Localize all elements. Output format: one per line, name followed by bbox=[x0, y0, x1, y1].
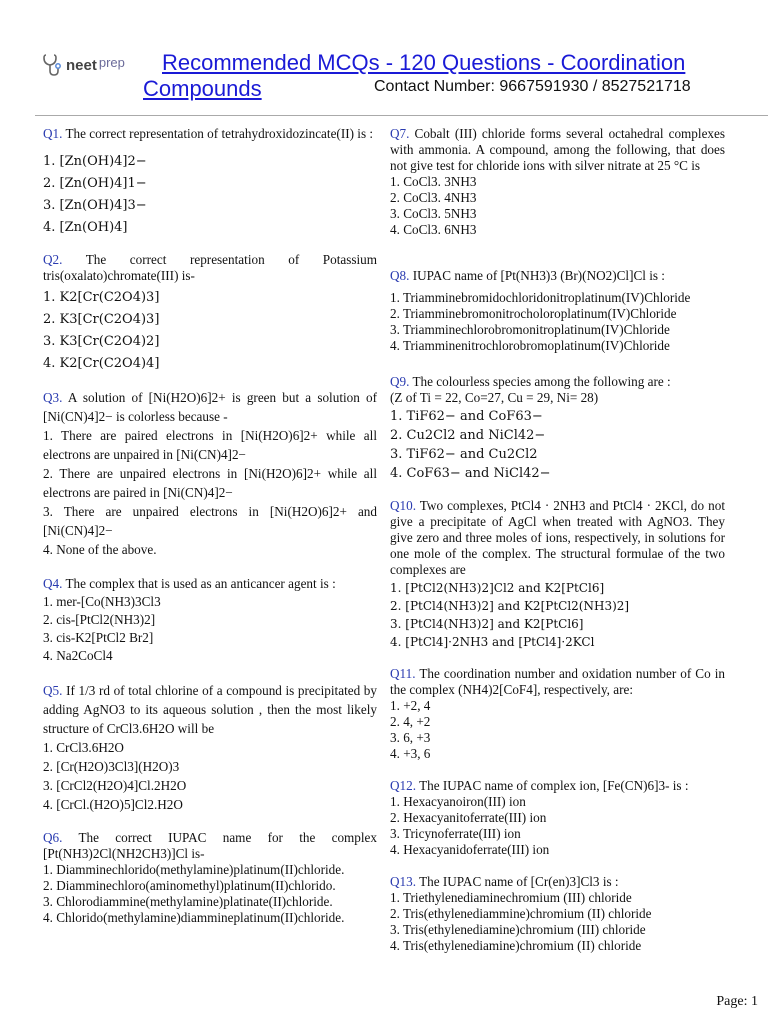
option-1: 1. Diamminechlorido(methylamine)platinum(II)chloride. bbox=[43, 862, 345, 877]
question-body: The correct representation of Potassium tris(oxalato)chromate(III) is- bbox=[43, 252, 377, 283]
question-body: IUPAC name of [Pt(NH3)3 (Br)(NO2)Cl]Cl is : bbox=[412, 268, 665, 283]
option-2: 2. CoCl3. 4NH3 bbox=[390, 190, 477, 205]
question-text bbox=[43, 126, 377, 142]
option-3: 3. Tricynoferrate(III) ion bbox=[390, 826, 521, 841]
left-column bbox=[43, 126, 377, 942]
question-text bbox=[43, 830, 377, 862]
option-4: 4. CoF63− and NiCl42− bbox=[390, 466, 551, 481]
question-body: Two complexes, PtCl4 · 2NH3 and PtCl4 · 2KCl, do not give a precipitate of AgCl when treated with AgNO3. They give zero and three moles of ions, respectively, in solutions for one mole of the complex. The structural formulae of the two complexes are bbox=[390, 498, 725, 577]
neetprep-logo[interactable] bbox=[42, 52, 125, 78]
option-1: 1. K2[Cr(C2O4)3] bbox=[43, 290, 160, 305]
question-body: Cobalt (III) chloride forms several octahedral complexes with ammonia. A compound, among the following, that does not give test for chloride ions with silver nitrate at 25 °C is bbox=[390, 126, 726, 173]
option-3: 3. 6, +3 bbox=[390, 730, 431, 745]
question-8 bbox=[390, 268, 725, 354]
page-number: Page: 1 bbox=[716, 994, 758, 1009]
question-number: Q1. bbox=[43, 126, 63, 141]
question-body: The IUPAC name of [Cr(en)3]Cl3 is : bbox=[419, 874, 619, 889]
header-divider bbox=[35, 115, 768, 116]
question-number: Q5. bbox=[43, 683, 63, 698]
question-body: The colourless species among the following are : bbox=[412, 374, 671, 389]
question-number: Q13. bbox=[390, 874, 417, 889]
option-1: 1. CrCl3.6H2O bbox=[43, 740, 124, 755]
page-title-line2[interactable]: Compounds bbox=[143, 76, 262, 101]
question-1 bbox=[43, 126, 377, 236]
option-1: 1. mer-[Co(NH3)3Cl3 bbox=[43, 594, 161, 609]
option-2: 2. Tris(ethylenediammine)chromium (II) chloride bbox=[390, 906, 652, 921]
option-1: 1. Triamminebromidochloridonitroplatinum(IV)Chloride bbox=[390, 290, 691, 305]
question-body: A solution of [Ni(H2O)6]2+ is green but a solution of [Ni(CN)4]2− is colorless because - bbox=[43, 390, 377, 424]
right-column bbox=[390, 126, 725, 970]
question-number: Q9. bbox=[390, 374, 410, 389]
question-body: If 1/3 rd of total chlorine of a compound is precipitated by adding AgNO3 to its aqueous solution , then the most likely structure of CrCl3.6H2O will be bbox=[43, 683, 377, 736]
question-body: The coordination number and oxidation number of Co in the complex (NH4)2[CoF4], respectively, are: bbox=[390, 666, 725, 697]
question-number: Q12. bbox=[390, 778, 417, 793]
option-4: 4. Triamminenitrochlorobromoplatinum(IV)Chloride bbox=[390, 338, 670, 353]
option-3: 3. Triamminechlorobromonitroplatinum(IV)Chloride bbox=[390, 322, 670, 337]
logo-neet-text: neet bbox=[66, 56, 97, 74]
question-3 bbox=[43, 388, 377, 559]
option-1: 1. Hexacyanoiron(III) ion bbox=[390, 794, 526, 809]
option-1: 1. TiF62− and CoF63− bbox=[390, 409, 543, 424]
option-2: 2. [Cr(H2O)3Cl3](H2O)3 bbox=[43, 759, 180, 774]
option-2: 2. Triamminebromonitrocholoroplatinum(IV)Chloride bbox=[390, 306, 677, 321]
option-2: 2. K3[Cr(C2O4)3] bbox=[43, 312, 160, 327]
option-3: 3. cis-K2[PtCl2 Br2] bbox=[43, 630, 154, 645]
question-text bbox=[390, 498, 725, 578]
question-body: The correct representation of tetrahydroxidozincate(II) is : bbox=[65, 126, 374, 141]
option-4: 4. K2[Cr(C2O4)4] bbox=[43, 356, 160, 371]
question-text bbox=[390, 874, 725, 890]
question-text bbox=[43, 388, 377, 426]
question-text bbox=[390, 666, 725, 698]
question-11 bbox=[390, 666, 725, 762]
question-number: Q8. bbox=[390, 268, 410, 283]
option-1: 1. Triethylenediaminechromium (III) chloride bbox=[390, 890, 632, 905]
option-4: 4. None of the above. bbox=[43, 542, 157, 557]
question-13 bbox=[390, 874, 725, 954]
question-2 bbox=[43, 252, 377, 372]
question-number: Q3. bbox=[43, 390, 63, 405]
option-4: 4. Hexacyanidoferrate(III) ion bbox=[390, 842, 550, 857]
option-4: 4. Tris(ethylenediamine)chromium (II) chloride bbox=[390, 938, 642, 953]
option-3: 3. [Zn(OH)4]3− bbox=[43, 198, 147, 213]
question-10 bbox=[390, 498, 725, 650]
question-text bbox=[390, 126, 725, 174]
option-2: 2. There are unpaired electrons in [Ni(H2O)6]2+ while all electrons are paired in [Ni(CN)4]2− bbox=[43, 466, 377, 500]
option-2: 2. [Zn(OH)4]1− bbox=[43, 176, 147, 191]
question-number: Q11. bbox=[390, 666, 416, 681]
option-4: 4. Chlorido(methylamine)diammineplatinum(II)chloride. bbox=[43, 910, 345, 925]
page-title-line1[interactable]: Recommended MCQs - 120 Questions - Coordination bbox=[162, 50, 686, 75]
question-number: Q6. bbox=[43, 830, 63, 845]
question-body: The IUPAC name of complex ion, [Fe(CN)6]3- is : bbox=[419, 778, 689, 793]
contact-number: Contact Number: 9667591930 / 8527521718 bbox=[374, 78, 691, 95]
option-4: 4. CoCl3. 6NH3 bbox=[390, 222, 477, 237]
option-3: 3. [PtCl4(NH3)2] and K2[PtCl6] bbox=[390, 617, 584, 631]
option-3: 3. CoCl3. 5NH3 bbox=[390, 206, 477, 221]
option-3: 3. TiF62− and Cu2Cl2 bbox=[390, 447, 538, 462]
option-4: 4. Na2CoCl4 bbox=[43, 648, 113, 663]
page-header bbox=[0, 0, 768, 118]
option-2: 2. 4, +2 bbox=[390, 714, 431, 729]
question-text bbox=[43, 252, 377, 284]
option-3: 3. K3[Cr(C2O4)2] bbox=[43, 334, 160, 349]
option-4: 4. [CrCl.(H2O)5]Cl2.H2O bbox=[43, 797, 183, 812]
option-2: 2. Diamminechloro(aminomethyl)platinum(II)chlorido. bbox=[43, 878, 336, 893]
question-5 bbox=[43, 681, 377, 814]
option-1: 1. [Zn(OH)4]2− bbox=[43, 154, 147, 169]
question-number: Q2. bbox=[43, 252, 63, 267]
question-number: Q7. bbox=[390, 126, 410, 141]
question-12 bbox=[390, 778, 725, 858]
question-number: Q10. bbox=[390, 498, 417, 513]
option-2: 2. [PtCl4(NH3)2] and K2[PtCl2(NH3)2] bbox=[390, 599, 630, 613]
option-3: 3. [CrCl2(H2O)4]Cl.2H2O bbox=[43, 778, 187, 793]
option-3: 3. Tris(ethylenediamine)chromium (III) chloride bbox=[390, 922, 646, 937]
logo-prep-text: prep bbox=[98, 54, 125, 70]
question-text bbox=[390, 374, 725, 390]
question-7 bbox=[390, 126, 725, 238]
option-1: 1. [PtCl2(NH3)2]Cl2 and K2[PtCl6] bbox=[390, 581, 605, 595]
option-2: 2. Hexacyanitoferrate(III) ion bbox=[390, 810, 547, 825]
question-text bbox=[43, 575, 377, 593]
option-4: 4. +3, 6 bbox=[390, 746, 431, 761]
question-6 bbox=[43, 830, 377, 926]
option-2: 2. Cu2Cl2 and NiCl42− bbox=[390, 428, 546, 443]
question-number: Q4. bbox=[43, 576, 63, 591]
question-text bbox=[43, 681, 377, 738]
option-4: 4. [Zn(OH)4] bbox=[43, 220, 128, 235]
option-3: 3. There are unpaired electrons in [Ni(H2O)6]2+ and [Ni(CN)4]2− bbox=[43, 504, 377, 538]
option-1: 1. +2, 4 bbox=[390, 698, 431, 713]
question-body: The correct IUPAC name for the complex [Pt(NH3)2Cl(NH2CH3)]Cl is- bbox=[43, 830, 378, 861]
question-subtext: (Z of Ti = 22, Co=27, Cu = 29, Ni= 28) bbox=[390, 390, 599, 405]
stethoscope-icon bbox=[42, 52, 64, 78]
option-4: 4. [PtCl4]·2NH3 and [PtCl4]·2KCl bbox=[390, 635, 595, 649]
question-text bbox=[390, 268, 725, 284]
question-body: The complex that is used as an anticancer agent is : bbox=[65, 576, 336, 591]
option-1: 1. CoCl3. 3NH3 bbox=[390, 174, 477, 189]
question-9 bbox=[390, 374, 725, 482]
question-text bbox=[390, 778, 725, 794]
option-3: 3. Chlorodiammine(methylamine)platinate(II)chloride. bbox=[43, 894, 333, 909]
question-4 bbox=[43, 575, 377, 665]
option-1: 1. There are paired electrons in [Ni(H2O)6]2+ while all electrons are unpaired in [Ni(CN)4]2− bbox=[43, 428, 377, 462]
option-2: 2. cis-[PtCl2(NH3)2] bbox=[43, 612, 156, 627]
